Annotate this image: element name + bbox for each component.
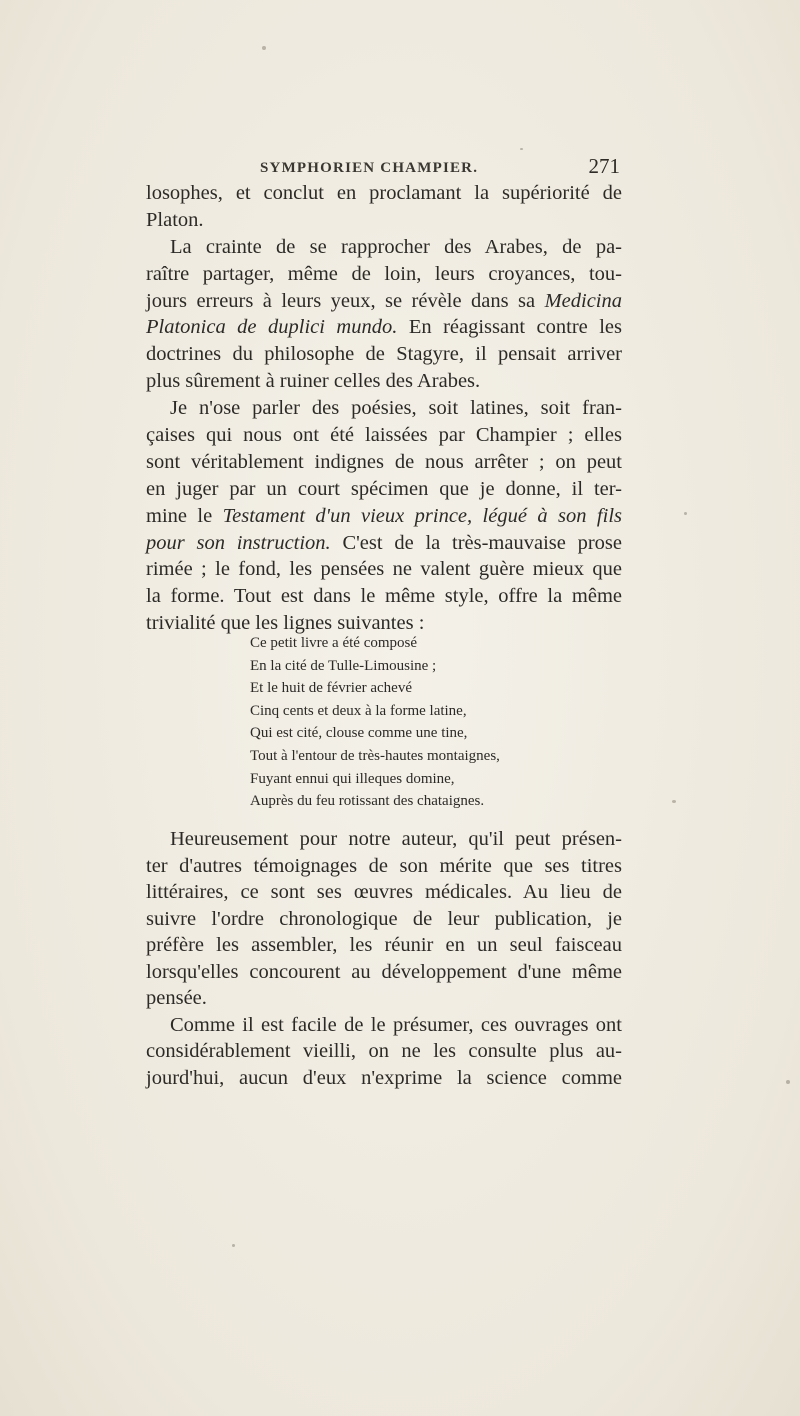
- text-line: en juger par un court spécimen que je donne, il ter-: [146, 477, 622, 500]
- verse-quotation: [250, 632, 580, 813]
- verse-line: Auprès du feu rotissant des chataignes.: [250, 793, 485, 810]
- body-text-lower: [146, 826, 622, 1091]
- text-line: raître partager, même de loin, leurs croyances, tou-: [146, 262, 622, 285]
- text-line: Comme il est facile de le présumer, ces ouvrages ont: [170, 1013, 622, 1036]
- text-line: [146, 503, 622, 530]
- paper-speck: [520, 148, 523, 150]
- verse-line: Et le huit de février achevé: [250, 680, 412, 697]
- text-line: losophes, et conclut en proclamant la supériorité de: [146, 182, 622, 204]
- text-line: littéraires, ce sont ses œuvres médicales. Au lieu de: [146, 881, 622, 903]
- text-line: [146, 530, 622, 557]
- text-line: jourd'hui, aucun d'eux n'exprime la science comme: [146, 1066, 622, 1089]
- text-line: Je n'ose parler des poésies, soit latines, soit fran-: [170, 397, 622, 420]
- text-line: La crainte de se rapprocher des Arabes, de pa-: [170, 235, 622, 258]
- text-line: la forme. Tout est dans le même style, offre la même: [146, 585, 622, 608]
- text-line: çaises qui nous ont été laissées par Champier ; elles: [146, 424, 622, 447]
- text-line: rimée ; le fond, les pensées ne valent guère mieux que: [146, 558, 622, 581]
- text-segment: En réagissant contre les: [397, 316, 623, 339]
- italic-title: Platonica de duplici mundo.: [146, 316, 398, 339]
- text-line: pensée.: [146, 987, 207, 1009]
- running-title: SYMPHORIEN CHAMPIER.: [260, 160, 479, 176]
- body-text-upper: [146, 180, 622, 637]
- paper-speck: [684, 512, 687, 515]
- text-line: Platon.: [146, 208, 204, 231]
- verse-line: Ce petit livre a été composé: [250, 635, 418, 651]
- italic-title: Medicina: [544, 289, 622, 312]
- text-line: sont véritablement indignes de nous arrêter ; on peut: [146, 450, 622, 473]
- text-line: préfère les assembler, les réunir en un seul faisceau: [146, 934, 622, 956]
- paper-speck: [786, 1080, 790, 1084]
- text-segment: mine le: [146, 504, 223, 527]
- verse-line: Qui est cité, clouse comme une tine,: [250, 725, 468, 742]
- paper-speck: [672, 800, 676, 803]
- text-line: trivialité que les lignes suivantes :: [146, 612, 425, 635]
- paper-speck: [232, 1244, 235, 1247]
- page-number: 271: [588, 154, 620, 178]
- text-line: doctrines du philosophe de Stagyre, il pensait arriver: [146, 343, 622, 366]
- text-line: lorsqu'elles concourent au développement d'une même: [146, 960, 622, 983]
- text-line: considérablement vieilli, on ne les consulte plus au-: [146, 1040, 622, 1062]
- text-segment: jours erreurs à leurs yeux, se révèle dans sa: [146, 289, 545, 312]
- text-line: plus sûrement à ruiner celles des Arabes.: [146, 370, 481, 393]
- text-line: Heureusement pour notre auteur, qu'il peut présen-: [170, 828, 622, 850]
- text-segment: C'est de la très-mauvaise prose: [330, 531, 622, 554]
- text-line: [146, 314, 622, 341]
- text-line: [146, 288, 622, 315]
- text-line: suivre l'ordre chronologique de leur publication, je: [146, 907, 622, 930]
- verse-line: Tout à l'entour de très-hautes montaignes,: [250, 747, 500, 764]
- verse-line: En la cité de Tulle-Limousine ;: [250, 657, 437, 674]
- text-line: ter d'autres témoignages de son mérite que ses titres: [146, 854, 622, 877]
- italic-title: pour son instruction.: [146, 531, 331, 554]
- paper-speck: [262, 46, 266, 50]
- verse-line: Cinq cents et deux à la forme latine,: [250, 702, 467, 719]
- italic-title: Testament d'un vieux prince, légué à son fils: [222, 504, 622, 527]
- page-header: [146, 152, 624, 180]
- verse-line: Fuyant ennui qui illeques domine,: [250, 770, 455, 787]
